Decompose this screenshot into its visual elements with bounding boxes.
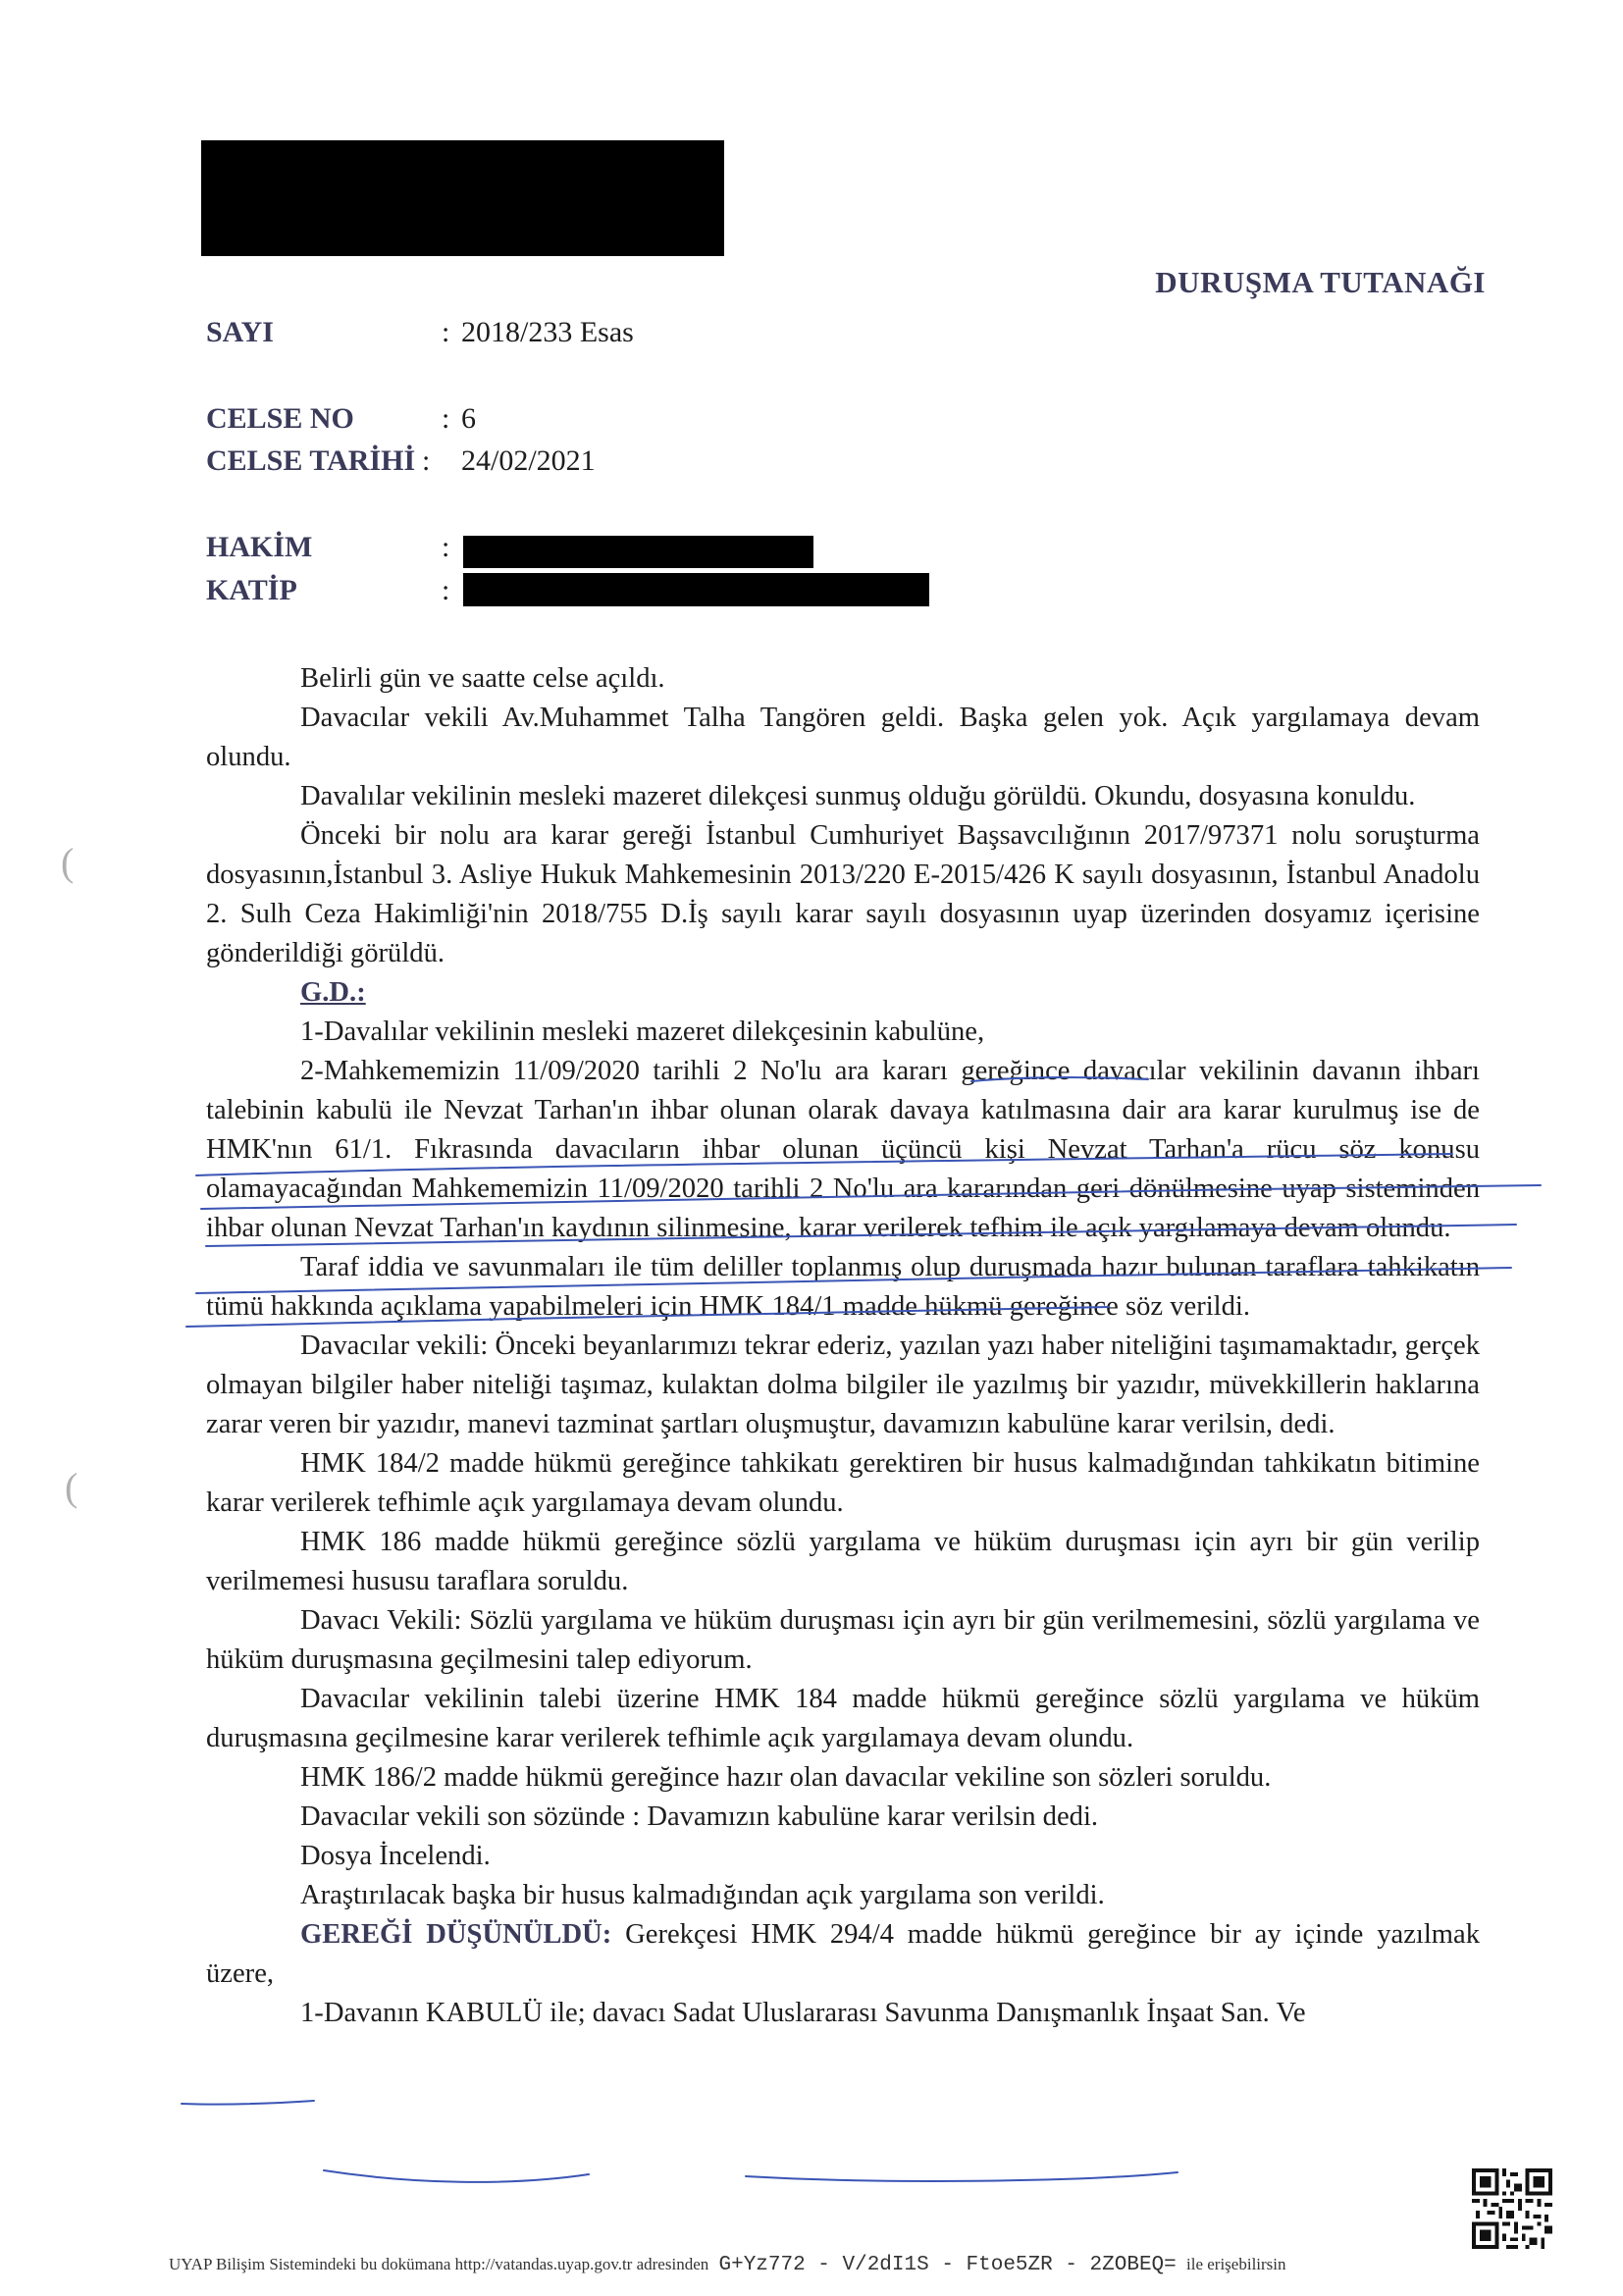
sayi-colon: : <box>442 316 450 348</box>
paragraph: Davacılar vekili Av.Muhammet Talha Tangören geldi. Başka gelen yok. Açık yargılamaya devam olundu. <box>206 703 1480 772</box>
footer-access-code: G+Yz772 - V/2dI1S - Ftoe5ZR - 2ZOBEQ= <box>718 2254 1177 2276</box>
gd-item: 2-Mahkememizin 11/09/2020 tarihli 2 No'lu ara kararı gereğince davacılar vekilinin davanın ihbarı talebinin kabulü ile Nevzat Tarhan'ın ihbar olunan olarak davaya katılmasına dair ara karar kurulmuş ise de HMK'nın 61/1. Fıkrasında davacıların ihbar olunan üçüncü kişi Nevzat Tarhan'a rücu söz konusu olamayacağından Mahkememizin 11/09/2020 tarihli 2 No'lu ara kararından geri dönülmesine uyap sisteminden ihbar olunan Nevzat Tarhan'ın kaydının silinmesine, karar verilerek tefhim ile açık yargılamaya devam olundu. <box>206 1056 1480 1243</box>
pen-stroke <box>324 2170 589 2182</box>
footer <box>169 2254 1286 2276</box>
paragraph: Taraf iddia ve savunmaları ile tüm deliller toplanmış olup duruşmada hazır bulunan taraflara tahkikatın tümü hakkında açıklama yapabilmeleri için HMK 184/1 madde hükmü gereğince söz verildi. <box>206 1252 1480 1322</box>
margin-mark: ( <box>61 840 75 884</box>
katip-colon: : <box>442 574 450 606</box>
document-title: DURUŞMA TUTANAĞI <box>1155 265 1486 299</box>
celse-no-colon: : <box>442 402 450 435</box>
qr-code <box>1472 2168 1552 2249</box>
verdict-text: Gerekçesi HMK 294/4 madde hükmü gereğince bir ay içinde yazılmak üzere, <box>206 1919 1480 1989</box>
paragraph: Dosya İncelendi. <box>300 1841 491 1871</box>
paragraph: Belirli gün ve saatte celse açıldı. <box>300 663 665 694</box>
hakim-colon: : <box>442 531 450 563</box>
footer-text: UYAP Bilişim Sistemindeki bu dokümana http://vatandas.uyap.gov.tr adresinden <box>169 2255 709 2273</box>
celse-tarihi-colon: : <box>422 444 431 477</box>
redacted-court-name <box>201 140 724 256</box>
celse-no-value: 6 <box>461 402 476 435</box>
margin-mark: ( <box>65 1465 79 1509</box>
paragraph: HMK 186/2 madde hükmü gereğince hazır olan davacılar vekiline son sözleri soruldu. <box>300 1762 1272 1793</box>
redacted-katip-name <box>463 573 929 606</box>
paragraph: HMK 186 madde hükmü gereğince sözlü yargılama ve hüküm duruşması için ayrı bir gün verilip verilmemesi hususu taraflara soruldu. <box>206 1527 1480 1596</box>
paragraph: Davalılar vekilinin mesleki mazeret dilekçesi sunmuş olduğu görüldü. Okundu, dosyasına konuldu. <box>300 781 1416 811</box>
paragraph: Davacılar vekili son sözünde : Davamızın kabulüne karar verilsin dedi. <box>300 1801 1099 1832</box>
footer-text-end: ile erişebilirsin <box>1186 2255 1286 2273</box>
pen-stroke <box>182 2101 314 2105</box>
katip-label: KATİP <box>206 574 297 606</box>
document-body <box>206 659 1480 2033</box>
verdict-label: GEREĞİ DÜŞÜNÜLDÜ: <box>300 1919 612 1950</box>
hakim-label: HAKİM <box>206 531 313 563</box>
verdict-paragraph <box>206 1915 1480 1994</box>
gd-item: 1-Davalılar vekilinin mesleki mazeret dilekçesinin kabulüne, <box>300 1017 985 1047</box>
paragraph: Araştırılacak başka bir husus kalmadığından açık yargılama son verildi. <box>300 1880 1105 1910</box>
paragraph: Davacılar vekili: Önceki beyanlarımızı tekrar ederiz, yazılan yazı haber niteliğini taşımamaktadır, gerçek olmayan bilgiler haber niteliği taşımaz, kulaktan dolma bilgiler ile yazılmış bir yazıdır, müvekkillerin haklarına zarar veren bir yazıdır, manevi tazminat şartları oluşmuştur, davamızın kabulüne karar verilsin, dedi. <box>206 1331 1480 1439</box>
paragraph: Davacı Vekili: Sözlü yargılama ve hüküm duruşması için ayrı bir gün verilmemesini, sözlü yargılama ve hüküm duruşmasına geçilmesini talep ediyorum. <box>206 1605 1480 1675</box>
celse-no-label: CELSE NO <box>206 402 354 435</box>
redacted-hakim-name <box>463 536 813 568</box>
celse-tarihi-value: 24/02/2021 <box>461 444 596 477</box>
paragraph: Davacılar vekilinin talebi üzerine HMK 184 madde hükmü gereğince sözlü yargılama ve hüküm duruşmasına geçilmesine karar verilerek tefhimle açık yargılamaya devam olundu. <box>206 1684 1480 1753</box>
pen-stroke <box>746 2172 1178 2181</box>
paragraph: HMK 184/2 madde hükmü gereğince tahkikatı gerektiren bir husus kalmadığından tahkikatın bitimine karar verilerek tefhimle açık yargılamaya devam olundu. <box>206 1448 1480 1518</box>
paragraph: Önceki bir nolu ara karar gereği İstanbul Cumhuriyet Başsavcılığının 2017/97371 nolu soruşturma dosyasının,İstanbul 3. Asliye Hukuk Mahkemesinin 2013/220 E-2015/426 K sayılı dosyasının, İstanbul Anadolu 2. Sulh Ceza Hakimliği'nin 2018/755 D.İş sayılı karar sayılı dosyasının uyap üzerinden dosyamız içerisine gönderildiği görüldü. <box>206 820 1480 968</box>
verdict-item: 1-Davanın KABULÜ ile; davacı Sadat Uluslararası Savunma Danışmanlık İnşaat San. Ve <box>300 1998 1306 2028</box>
sayi-value: 2018/233 Esas <box>461 316 634 348</box>
gd-heading: G.D.: <box>300 977 366 1008</box>
sayi-label: SAYI <box>206 316 274 348</box>
celse-tarihi-label: CELSE TARİHİ <box>206 444 416 477</box>
